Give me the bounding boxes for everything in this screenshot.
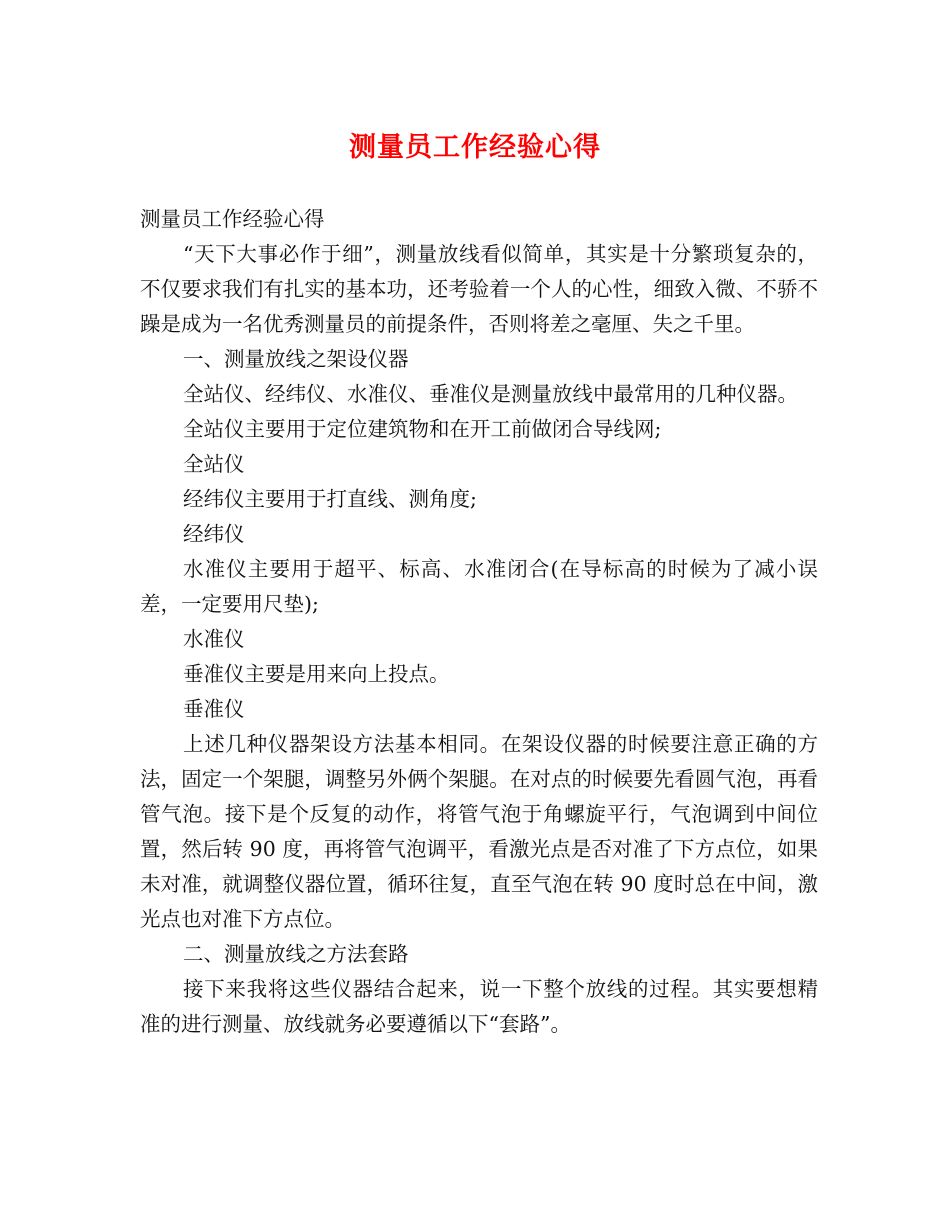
- section-heading: 一、测量放线之架设仪器: [183, 347, 409, 371]
- body-paragraph: 水准仪主要用于超平、标高、水准闭合(在导标高的时候为了减小误差，一定要用尺垫);: [140, 557, 818, 616]
- document-title: 测量员工作经验心得: [349, 132, 601, 163]
- instrument-caption: 水准仪: [183, 627, 245, 651]
- body-paragraph: 全站仪主要用于定位建筑物和在开工前做闭合导线网;: [183, 417, 662, 441]
- document-body: [140, 202, 818, 1042]
- body-paragraph: 经纬仪主要用于打直线、测角度;: [183, 487, 477, 511]
- body-paragraph: 全站仪、经纬仪、水准仪、垂准仪是测量放线中最常用的几种仪器。: [183, 382, 798, 406]
- body-paragraph: “天下大事必作于细”，测量放线看似简单，其实是十分繁琐复杂的，不仅要求我们有扎实的基本功，还考验着一个人的心性，细致入微、不骄不躁是成为一名优秀测量员的前提条件，否则将差之毫厘、失之千里。: [140, 242, 818, 336]
- instrument-caption: 经纬仪: [183, 522, 245, 546]
- instrument-caption: 垂准仪: [183, 697, 245, 721]
- body-subtitle: 测量员工作经验心得: [140, 207, 325, 231]
- section-heading: 二、测量放线之方法套路: [183, 942, 409, 966]
- body-paragraph: 垂准仪主要是用来向上投点。: [183, 662, 450, 686]
- instrument-caption: 全站仪: [183, 452, 245, 476]
- body-paragraph: 接下来我将这些仪器结合起来，说一下整个放线的过程。其实要想精准的进行测量、放线就务必要遵循以下“套路”。: [140, 977, 818, 1036]
- body-paragraph: 上述几种仪器架设方法基本相同。在架设仪器的时候要注意正确的方法，固定一个架腿，调整另外俩个架腿。在对点的时候要先看圆气泡，再看管气泡。接下是个反复的动作，将管气泡于角螺旋平行，气泡调到中间位置，然后转 90 度，再将管气泡调平，看激光点是否对准了下方点位，如果未对准，就调整仪器位置，循环往复，直至气泡在转 90 度时总在中间，激光点也对准下方点位。: [140, 732, 818, 931]
